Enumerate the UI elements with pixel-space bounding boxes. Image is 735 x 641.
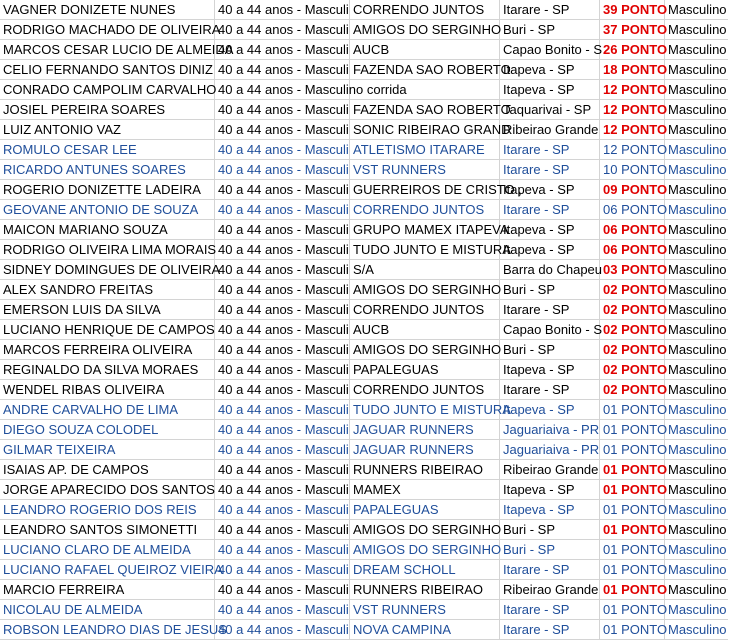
category-cell[interactable]: 40 a 44 anos - Masculi xyxy=(215,40,350,59)
points-cell[interactable]: 03 PONTO xyxy=(600,260,665,279)
points-cell[interactable]: 06 PONTO xyxy=(600,240,665,259)
table-row[interactable] xyxy=(0,460,728,480)
team-cell[interactable]: RUNNERS RIBEIRAO xyxy=(350,580,500,599)
team-cell[interactable]: FAZENDA SAO ROBERTO xyxy=(350,100,500,119)
athlete-name-cell[interactable]: RICARDO ANTUNES SOARES xyxy=(0,160,215,179)
category-cell[interactable]: 40 a 44 anos - Masculi xyxy=(215,280,350,299)
team-cell[interactable]: ATLETISMO ITARARE xyxy=(350,140,500,159)
table-row[interactable] xyxy=(0,480,728,500)
athlete-name-cell[interactable]: LUCIANO RAFAEL QUEIROZ VIEIRA xyxy=(0,560,215,579)
city-cell[interactable]: Ribeirao Grande xyxy=(500,580,600,599)
table-row[interactable] xyxy=(0,60,728,80)
athlete-name-cell[interactable]: ROBSON LEANDRO DIAS DE JESUS xyxy=(0,620,215,639)
points-cell[interactable]: 01 PONTO xyxy=(600,580,665,599)
table-row[interactable] xyxy=(0,500,728,520)
sex-cell[interactable]: Masculino xyxy=(668,382,727,397)
city-cell[interactable]: Buri - SP xyxy=(500,20,600,39)
points-cell[interactable]: 12 PONTO xyxy=(600,80,665,99)
sex-cell[interactable]: Masculino xyxy=(668,362,727,377)
category-cell[interactable]: 40 a 44 anos - Masculi xyxy=(215,200,350,219)
category-cell[interactable]: 40 a 44 anos - Masculi xyxy=(215,120,350,139)
table-row[interactable] xyxy=(0,20,728,40)
team-cell[interactable]: AMIGOS DO SERGINHO xyxy=(350,20,500,39)
table-row[interactable] xyxy=(0,520,728,540)
category-cell[interactable]: 40 a 44 anos - Masculi xyxy=(215,180,350,199)
table-row[interactable] xyxy=(0,260,728,280)
team-cell[interactable]: RUNNERS RIBEIRAO xyxy=(350,460,500,479)
points-cell[interactable]: 12 PONTO xyxy=(600,140,665,159)
category-cell[interactable]: 40 a 44 anos - Masculi xyxy=(215,140,350,159)
sex-cell[interactable]: Masculino xyxy=(668,482,727,497)
points-cell[interactable]: 01 PONTO xyxy=(600,560,665,579)
table-row[interactable] xyxy=(0,280,728,300)
athlete-name-cell[interactable]: SIDNEY DOMINGUES DE OLIVEIRA xyxy=(0,260,215,279)
team-cell[interactable]: NOVA CAMPINA xyxy=(350,620,500,639)
points-cell[interactable]: 12 PONTO xyxy=(600,100,665,119)
sex-cell[interactable]: Masculino xyxy=(668,602,727,617)
points-cell[interactable]: 01 PONTO xyxy=(600,460,665,479)
category-cell[interactable]: 40 a 44 anos - Masculi xyxy=(215,260,350,279)
team-cell[interactable]: AUCB xyxy=(350,320,500,339)
sex-cell[interactable]: Masculino xyxy=(668,162,727,177)
athlete-name-cell[interactable]: MAICON MARIANO SOUZA xyxy=(0,220,215,239)
points-cell[interactable]: 01 PONTO xyxy=(600,540,665,559)
athlete-name-cell[interactable]: NICOLAU DE ALMEIDA xyxy=(0,600,215,619)
table-row[interactable] xyxy=(0,200,728,220)
sex-cell[interactable]: Masculino xyxy=(668,282,727,297)
sex-cell[interactable]: Masculino xyxy=(668,62,727,77)
category-cell[interactable]: 40 a 44 anos - Masculi xyxy=(215,240,350,259)
athlete-name-cell[interactable]: LUCIANO CLARO DE ALMEIDA xyxy=(0,540,215,559)
points-cell[interactable]: 02 PONTO xyxy=(600,280,665,299)
category-cell[interactable]: 40 a 44 anos - Masculi xyxy=(215,480,350,499)
athlete-name-cell[interactable]: GILMAR TEIXEIRA xyxy=(0,440,215,459)
team-cell[interactable]: AMIGOS DO SERGINHO xyxy=(350,540,500,559)
athlete-name-cell[interactable]: RODRIGO MACHADO DE OLIVEIRA xyxy=(0,20,215,39)
city-cell[interactable]: Itarare - SP xyxy=(500,200,600,219)
points-cell[interactable]: 37 PONTO xyxy=(600,20,665,39)
category-cell[interactable]: 40 a 44 anos - Masculi xyxy=(215,600,350,619)
sex-cell[interactable]: Masculino xyxy=(668,202,727,217)
sex-cell[interactable]: Masculino xyxy=(668,262,727,277)
table-row[interactable] xyxy=(0,540,728,560)
athlete-name-cell[interactable]: VAGNER DONIZETE NUNES xyxy=(0,0,215,19)
points-cell[interactable]: 02 PONTO xyxy=(600,380,665,399)
table-row[interactable] xyxy=(0,120,728,140)
points-cell[interactable]: 39 PONTO xyxy=(600,0,665,19)
city-cell[interactable]: Itapeva - SP xyxy=(500,180,600,199)
athlete-name-cell[interactable]: LEANDRO ROGERIO DOS REIS xyxy=(0,500,215,519)
table-row[interactable] xyxy=(0,320,728,340)
points-cell[interactable]: 01 PONTO xyxy=(600,620,665,639)
team-cell[interactable]: CORRENDO JUNTOS xyxy=(350,200,500,219)
points-cell[interactable]: 01 PONTO xyxy=(600,440,665,459)
points-cell[interactable]: 26 PONTO xyxy=(600,40,665,59)
table-row[interactable] xyxy=(0,240,728,260)
city-cell[interactable]: Taquarivai - SP xyxy=(500,100,600,119)
athlete-name-cell[interactable]: GEOVANE ANTONIO DE SOUZA xyxy=(0,200,215,219)
category-cell[interactable]: 40 a 44 anos - Masculi xyxy=(215,560,350,579)
sex-cell[interactable]: Masculino xyxy=(668,102,727,117)
table-row[interactable] xyxy=(0,160,728,180)
sex-cell[interactable]: Masculino xyxy=(668,322,727,337)
team-cell[interactable]: JAGUAR RUNNERS xyxy=(350,440,500,459)
category-cell[interactable]: 40 a 44 anos - Masculino corrida xyxy=(215,80,350,99)
points-cell[interactable]: 01 PONTO xyxy=(600,500,665,519)
city-cell[interactable]: Buri - SP xyxy=(500,540,600,559)
athlete-name-cell[interactable]: EMERSON LUIS DA SILVA xyxy=(0,300,215,319)
city-cell[interactable]: Jaguariaiva - PR xyxy=(500,440,600,459)
city-cell[interactable]: Itarare - SP xyxy=(500,620,600,639)
team-cell[interactable]: FAZENDA SAO ROBERTO xyxy=(350,60,500,79)
city-cell[interactable]: Ribeirao Grande xyxy=(500,460,600,479)
table-row[interactable] xyxy=(0,560,728,580)
city-cell[interactable]: Ribeirao Grande xyxy=(500,120,600,139)
points-cell[interactable]: 02 PONTO xyxy=(600,320,665,339)
city-cell[interactable]: Buri - SP xyxy=(500,520,600,539)
table-row[interactable] xyxy=(0,300,728,320)
sex-cell[interactable]: Masculino xyxy=(668,402,727,417)
category-cell[interactable]: 40 a 44 anos - Masculi xyxy=(215,460,350,479)
points-cell[interactable]: 02 PONTO xyxy=(600,340,665,359)
city-cell[interactable]: Itarare - SP xyxy=(500,140,600,159)
athlete-name-cell[interactable]: MARCIO FERREIRA xyxy=(0,580,215,599)
category-cell[interactable]: 40 a 44 anos - Masculi xyxy=(215,420,350,439)
sex-cell[interactable]: Masculino xyxy=(668,2,727,17)
team-cell[interactable]: S/A xyxy=(350,260,500,279)
category-cell[interactable]: 40 a 44 anos - Masculi xyxy=(215,20,350,39)
category-cell[interactable]: 40 a 44 anos - Masculi xyxy=(215,300,350,319)
city-cell[interactable]: Itapeva - SP xyxy=(500,360,600,379)
table-row[interactable] xyxy=(0,40,728,60)
table-row[interactable] xyxy=(0,600,728,620)
city-cell[interactable]: Itarare - SP xyxy=(500,0,600,19)
category-cell[interactable]: 40 a 44 anos - Masculi xyxy=(215,100,350,119)
points-cell[interactable]: 09 PONTO xyxy=(600,180,665,199)
team-cell[interactable]: SONIC RIBEIRAO GRAND xyxy=(350,120,500,139)
sex-cell[interactable]: Masculino xyxy=(668,422,727,437)
city-cell[interactable]: Itapeva - SP xyxy=(500,400,600,419)
city-cell[interactable]: Capao Bonito - S xyxy=(500,40,600,59)
team-cell[interactable]: VST RUNNERS xyxy=(350,160,500,179)
team-cell[interactable]: AUCB xyxy=(350,40,500,59)
points-cell[interactable]: 06 PONTO xyxy=(600,220,665,239)
category-cell[interactable]: 40 a 44 anos - Masculi xyxy=(215,320,350,339)
points-cell[interactable]: 01 PONTO xyxy=(600,400,665,419)
category-cell[interactable]: 40 a 44 anos - Masculi xyxy=(215,500,350,519)
sex-cell[interactable]: Masculino xyxy=(668,242,727,257)
athlete-name-cell[interactable]: MARCOS FERREIRA OLIVEIRA xyxy=(0,340,215,359)
athlete-name-cell[interactable]: CONRADO CAMPOLIM CARVALHO xyxy=(0,80,215,99)
team-cell[interactable]: CORRENDO JUNTOS xyxy=(350,0,500,19)
city-cell[interactable]: Jaguariaiva - PR xyxy=(500,420,600,439)
category-cell[interactable]: 40 a 44 anos - Masculi xyxy=(215,440,350,459)
team-cell[interactable]: DREAM SCHOLL xyxy=(350,560,500,579)
sex-cell[interactable]: Masculino xyxy=(668,522,727,537)
city-cell[interactable]: Barra do Chapeu xyxy=(500,260,600,279)
table-row[interactable] xyxy=(0,100,728,120)
table-row[interactable] xyxy=(0,580,728,600)
points-cell[interactable]: 01 PONTO xyxy=(600,480,665,499)
city-cell[interactable]: Buri - SP xyxy=(500,340,600,359)
athlete-name-cell[interactable]: CELIO FERNANDO SANTOS DINIZ xyxy=(0,60,215,79)
points-cell[interactable]: 01 PONTO xyxy=(600,520,665,539)
team-cell[interactable]: CORRENDO JUNTOS xyxy=(350,380,500,399)
table-row[interactable] xyxy=(0,400,728,420)
sex-cell[interactable]: Masculino xyxy=(668,182,727,197)
sex-cell[interactable]: Masculino xyxy=(668,622,727,637)
sex-cell[interactable]: Masculino xyxy=(668,562,727,577)
team-cell[interactable]: CORRENDO JUNTOS xyxy=(350,300,500,319)
city-cell[interactable]: Itarare - SP xyxy=(500,300,600,319)
table-row[interactable] xyxy=(0,220,728,240)
athlete-name-cell[interactable]: LUIZ ANTONIO VAZ xyxy=(0,120,215,139)
athlete-name-cell[interactable]: JOSIEL PEREIRA SOARES xyxy=(0,100,215,119)
city-cell[interactable]: Itapeva - SP xyxy=(500,60,600,79)
team-cell[interactable]: MAMEX xyxy=(350,480,500,499)
points-cell[interactable]: 01 PONTO xyxy=(600,420,665,439)
sex-cell[interactable]: Masculino xyxy=(668,122,727,137)
athlete-name-cell[interactable]: LEANDRO SANTOS SIMONETTI xyxy=(0,520,215,539)
category-cell[interactable]: 40 a 44 anos - Masculi xyxy=(215,160,350,179)
athlete-name-cell[interactable]: DIEGO SOUZA COLODEL xyxy=(0,420,215,439)
city-cell[interactable]: Itapeva - SP xyxy=(500,240,600,259)
points-cell[interactable]: 18 PONTO xyxy=(600,60,665,79)
category-cell[interactable]: 40 a 44 anos - Masculi xyxy=(215,540,350,559)
sex-cell[interactable]: Masculino xyxy=(668,342,727,357)
category-cell[interactable]: 40 a 44 anos - Masculi xyxy=(215,0,350,19)
table-row[interactable] xyxy=(0,360,728,380)
athlete-name-cell[interactable]: MARCOS CESAR LUCIO DE ALMEIDA xyxy=(0,40,215,59)
athlete-name-cell[interactable]: ISAIAS AP. DE CAMPOS xyxy=(0,460,215,479)
sex-cell[interactable]: Masculino xyxy=(668,302,727,317)
city-cell[interactable]: Itarare - SP xyxy=(500,160,600,179)
table-row[interactable] xyxy=(0,420,728,440)
sex-cell[interactable]: Masculino xyxy=(668,22,727,37)
table-row[interactable] xyxy=(0,80,728,100)
city-cell[interactable]: Itarare - SP xyxy=(500,380,600,399)
team-cell[interactable]: GRUPO MAMEX ITAPEVA xyxy=(350,220,500,239)
category-cell[interactable]: 40 a 44 anos - Masculi xyxy=(215,400,350,419)
sex-cell[interactable]: Masculino xyxy=(668,462,727,477)
category-cell[interactable]: 40 a 44 anos - Masculi xyxy=(215,580,350,599)
table-row[interactable] xyxy=(0,380,728,400)
points-cell[interactable]: 02 PONTO xyxy=(600,360,665,379)
city-cell[interactable]: Itapeva - SP xyxy=(500,480,600,499)
category-cell[interactable]: 40 a 44 anos - Masculi xyxy=(215,620,350,639)
team-cell[interactable]: AMIGOS DO SERGINHO xyxy=(350,340,500,359)
sex-cell[interactable]: Masculino xyxy=(668,82,727,97)
team-cell[interactable]: AMIGOS DO SERGINHO xyxy=(350,280,500,299)
sex-cell[interactable]: Masculino xyxy=(668,582,727,597)
points-cell[interactable]: 01 PONTO xyxy=(600,600,665,619)
category-cell[interactable]: 40 a 44 anos - Masculi xyxy=(215,340,350,359)
team-cell[interactable]: TUDO JUNTO E MISTURA xyxy=(350,240,500,259)
athlete-name-cell[interactable]: REGINALDO DA SILVA MORAES xyxy=(0,360,215,379)
points-cell[interactable]: 06 PONTO xyxy=(600,200,665,219)
sex-cell[interactable]: Masculino xyxy=(668,502,727,517)
category-cell[interactable]: 40 a 44 anos - Masculi xyxy=(215,520,350,539)
points-cell[interactable]: 12 PONTO xyxy=(600,120,665,139)
city-cell[interactable]: Buri - SP xyxy=(500,280,600,299)
team-cell[interactable]: JAGUAR RUNNERS xyxy=(350,420,500,439)
team-cell[interactable]: GUERREIROS DE CRISTO , xyxy=(350,180,500,199)
city-cell[interactable]: Capao Bonito - S xyxy=(500,320,600,339)
category-cell[interactable]: 40 a 44 anos - Masculi xyxy=(215,360,350,379)
athlete-name-cell[interactable]: ROGERIO DONIZETTE LADEIRA xyxy=(0,180,215,199)
sex-cell[interactable]: Masculino xyxy=(668,222,727,237)
athlete-name-cell[interactable]: ROMULO CESAR LEE xyxy=(0,140,215,159)
athlete-name-cell[interactable]: JORGE APARECIDO DOS SANTOS xyxy=(0,480,215,499)
sex-cell[interactable]: Masculino xyxy=(668,442,727,457)
table-row[interactable] xyxy=(0,180,728,200)
city-cell[interactable]: Itapeva - SP xyxy=(500,80,600,99)
team-cell[interactable]: AMIGOS DO SERGINHO xyxy=(350,520,500,539)
city-cell[interactable]: Itapeva - SP xyxy=(500,220,600,239)
athlete-name-cell[interactable]: ALEX SANDRO FREITAS xyxy=(0,280,215,299)
table-row[interactable] xyxy=(0,0,728,20)
team-cell[interactable]: VST RUNNERS xyxy=(350,600,500,619)
city-cell[interactable]: Itarare - SP xyxy=(500,560,600,579)
table-row[interactable] xyxy=(0,620,728,640)
sex-cell[interactable]: Masculino xyxy=(668,142,727,157)
sex-cell[interactable]: Masculino xyxy=(668,542,727,557)
category-cell[interactable]: 40 a 44 anos - Masculi xyxy=(215,60,350,79)
team-cell[interactable]: TUDO JUNTO E MISTURA xyxy=(350,400,500,419)
category-cell[interactable]: 40 a 44 anos - Masculi xyxy=(215,380,350,399)
athlete-name-cell[interactable]: LUCIANO HENRIQUE DE CAMPOS xyxy=(0,320,215,339)
athlete-name-cell[interactable]: WENDEL RIBAS OLIVEIRA xyxy=(0,380,215,399)
sex-cell[interactable]: Masculino xyxy=(668,42,727,57)
city-cell[interactable]: Itarare - SP xyxy=(500,600,600,619)
table-row[interactable] xyxy=(0,440,728,460)
team-cell[interactable]: PAPALEGUAS xyxy=(350,360,500,379)
points-cell[interactable]: 10 PONTO xyxy=(600,160,665,179)
points-cell[interactable]: 02 PONTO xyxy=(600,300,665,319)
athlete-name-cell[interactable]: RODRIGO OLIVEIRA LIMA MORAIS xyxy=(0,240,215,259)
table-row[interactable] xyxy=(0,140,728,160)
team-cell[interactable]: PAPALEGUAS xyxy=(350,500,500,519)
city-cell[interactable]: Itapeva - SP xyxy=(500,500,600,519)
athlete-name-cell[interactable]: ANDRE CARVALHO DE LIMA xyxy=(0,400,215,419)
category-cell[interactable]: 40 a 44 anos - Masculi xyxy=(215,220,350,239)
table-row[interactable] xyxy=(0,340,728,360)
